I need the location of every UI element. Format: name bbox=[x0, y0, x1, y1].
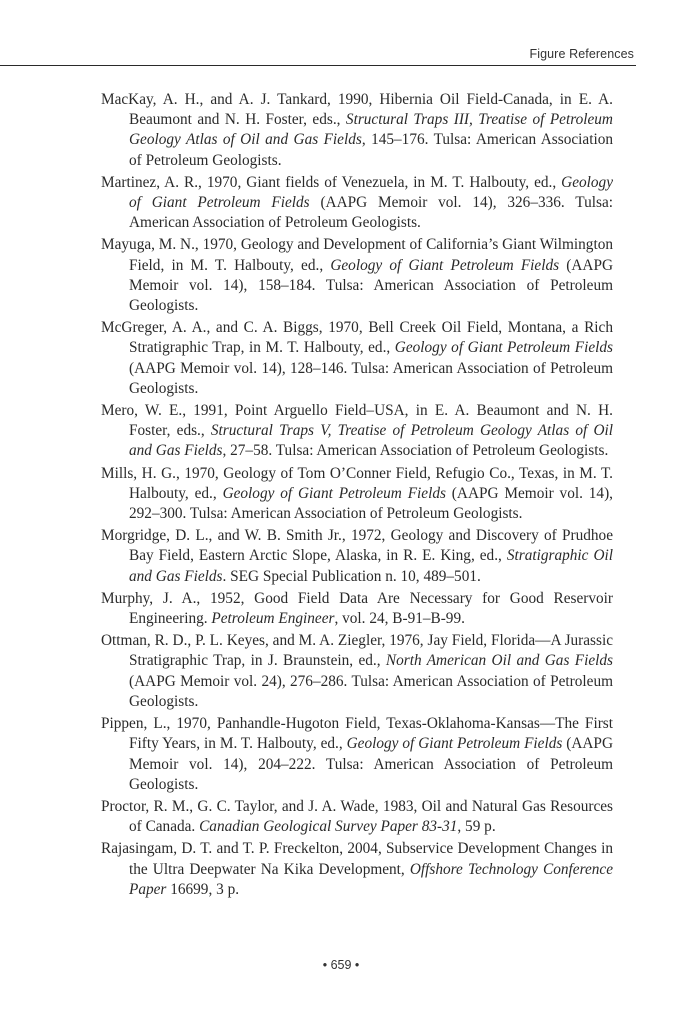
reference-text: , vol. 24, B-91–B-99. bbox=[334, 610, 465, 628]
reference-text: Martinez, A. R., 1970, Giant fields of Venezuela, in M. T. Halbouty, ed., bbox=[101, 173, 562, 191]
reference-entry bbox=[101, 464, 613, 525]
section-title: Figure References bbox=[529, 47, 634, 61]
reference-entry bbox=[101, 235, 613, 316]
reference-text: Rajasingam, D. T. and T. P. Freckelton, 2004, Subservice Development Changes in the Ultra Deepwater Na Kika Development, bbox=[101, 840, 613, 878]
reference-text: (AAPG Memoir vol. 14), 204–222. Tulsa: American Association of Petroleum Geologists. bbox=[129, 735, 613, 793]
reference-text: (AAPG Memoir vol. 14), 326–336. Tulsa: American Association of Petroleum Geologists. bbox=[129, 194, 613, 232]
reference-source-title: Canadian Geological Survey Paper 83-31 bbox=[199, 818, 458, 836]
reference-text: . SEG Special Publication n. 10, 489–501. bbox=[222, 567, 481, 585]
reference-entry bbox=[101, 318, 613, 399]
reference-source-title: Geology of Giant Petroleum Fields bbox=[346, 735, 563, 753]
reference-entry bbox=[101, 401, 613, 462]
reference-text: Pippen, L., 1970, Panhandle-Hugoton Field, Texas-Oklahoma-Kansas—The First Fifty Years, in M. T. Halbouty, ed., bbox=[101, 715, 613, 753]
reference-text: , 59 p. bbox=[457, 818, 496, 836]
reference-source-title: Geology of Giant Petroleum Fields bbox=[222, 484, 446, 502]
page-number: • 659 • bbox=[322, 958, 360, 972]
reference-entry bbox=[101, 631, 613, 712]
reference-entry bbox=[101, 589, 613, 629]
reference-entry bbox=[101, 714, 613, 795]
reference-text: 16699, 3 p. bbox=[166, 880, 240, 898]
reference-entry bbox=[101, 173, 613, 234]
header-rule bbox=[0, 65, 636, 66]
reference-entry bbox=[101, 526, 613, 587]
reference-text: Mayuga, M. N., 1970, Geology and Development of California’s Giant Wilmington Field, in M. T. Halbouty, ed., bbox=[101, 236, 613, 274]
reference-entry bbox=[101, 797, 613, 837]
reference-entry bbox=[101, 90, 613, 171]
reference-source-title: Geology of Giant Petroleum Fields bbox=[129, 173, 613, 212]
reference-source-title: Geology of Giant Petroleum Fields bbox=[330, 256, 560, 274]
reference-text: McGreger, A. A., and C. A. Biggs, 1970, Bell Creek Oil Field, Montana, a Rich Stratigraphic Trap, in M. T. Halbouty, ed., bbox=[101, 319, 613, 357]
reference-source-title: Geology of Giant Petroleum Fields bbox=[394, 339, 614, 357]
reference-source-title: North American Oil and Gas Fields bbox=[385, 652, 613, 670]
reference-text: MacKay, A. H., and A. J. Tankard, 1990, Hibernia Oil Field-Canada, in E. A. Beaumont and N. H. Foster, eds., bbox=[101, 91, 613, 129]
reference-source-title: Petroleum Engineer bbox=[211, 610, 335, 628]
reference-source-title: Stratigraphic Oil and Gas Fields bbox=[129, 547, 613, 585]
reference-text: (AAPG Memoir vol. 14), 158–184. Tulsa: American Association of Petroleum Geologists. bbox=[129, 256, 613, 315]
reference-text: Morgridge, D. L., and W. B. Smith Jr., 1972, Geology and Discovery of Prudhoe Bay Field, Eastern Arctic Slope, Alaska, in R. E. King, ed., bbox=[101, 527, 613, 565]
reference-entry bbox=[101, 839, 613, 900]
reference-text: Ottman, R. D., P. L. Keyes, and M. A. Ziegler, 1976, Jay Field, Florida—A Jurassic Stratigraphic Trap, in J. Braunstein, ed., bbox=[101, 632, 613, 670]
reference-text: Murphy, J. A., 1952, Good Field Data Are Necessary for Good Reservoir Engineering. bbox=[101, 589, 613, 628]
reference-text: (AAPG Memoir vol. 14), 292–300. Tulsa: American Association of Petroleum Geologists. bbox=[129, 484, 613, 523]
reference-source-title: Structural Traps V, Treatise of Petroleum Geology Atlas of Oil and Gas Fields bbox=[129, 422, 613, 460]
reference-source-title: Structural Traps III, Treatise of Petroleum Geology Atlas of Oil and Gas Fields bbox=[129, 111, 613, 149]
reference-text: , 27–58. Tulsa: American Association of Petroleum Geologists. bbox=[222, 442, 609, 460]
reference-text: , 145–176. Tulsa: American Association of Petroleum Geologists. bbox=[129, 131, 613, 169]
reference-text: (AAPG Memoir vol. 24), 276–286. Tulsa: American Association of Petroleum Geologists. bbox=[129, 672, 613, 710]
reference-text: Mero, W. E., 1991, Point Arguello Field–USA, in E. A. Beaumont and N. H. Foster, eds., bbox=[101, 402, 613, 440]
reference-text: Mills, H. G., 1970, Geology of Tom O’Conner Field, Refugio Co., Texas, in M. T. Halbouty, ed., bbox=[101, 464, 613, 502]
reference-text: (AAPG Memoir vol. 14), 128–146. Tulsa: American Association of Petroleum Geologists. bbox=[129, 359, 613, 397]
reference-source-title: Offshore Technology Conference Paper bbox=[129, 860, 613, 898]
reference-list bbox=[101, 90, 613, 902]
reference-text: Proctor, R. M., G. C. Taylor, and J. A. Wade, 1983, Oil and Natural Gas Resources of Canada. bbox=[101, 797, 613, 836]
